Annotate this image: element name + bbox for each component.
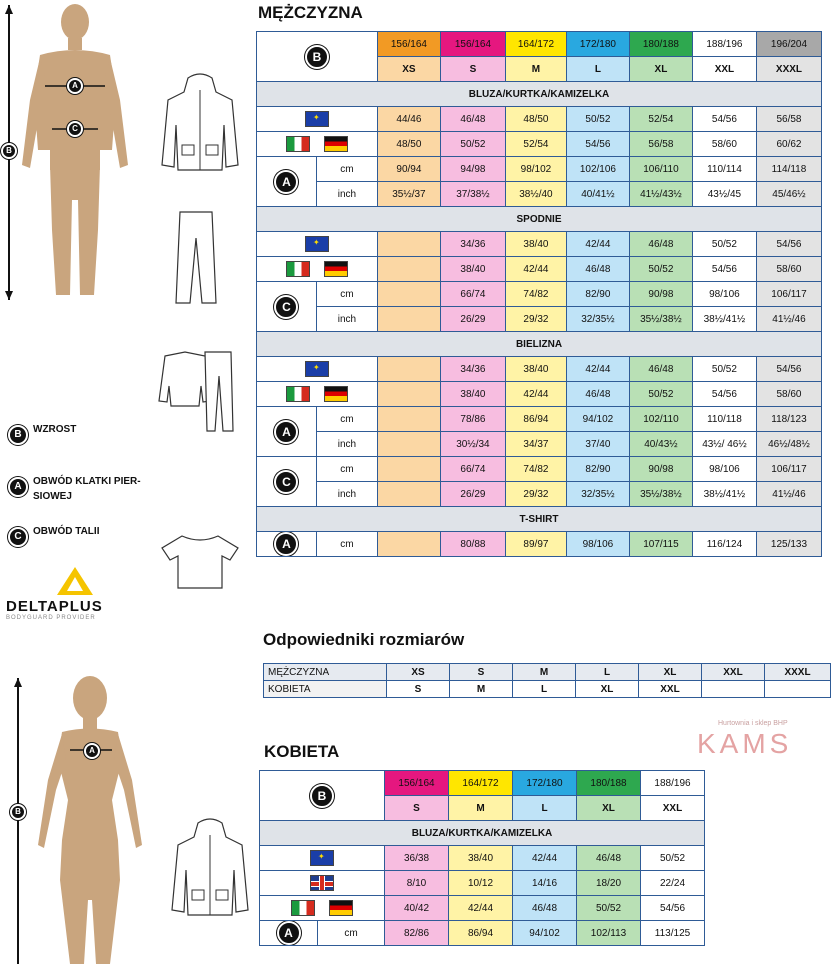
equiv-men-6: XXXL	[765, 664, 831, 681]
men-pants-cm-s: 66/74	[440, 282, 505, 307]
women-eu-s: 36/38	[385, 846, 449, 871]
men-pants-itde-label	[257, 257, 378, 282]
men-under-c-cm-xl: 90/98	[629, 457, 692, 482]
men-jacket-eu-m: 48/50	[505, 107, 566, 132]
men-jacket-inch-xxxl: 45/46½	[756, 182, 821, 207]
women-uk-label	[260, 871, 385, 896]
men-jacket-itde-l: 54/56	[566, 132, 629, 157]
men-under-c-cm-xxl: 98/106	[692, 457, 756, 482]
men-under-c-inch-l: 32/35½	[566, 482, 629, 507]
logo-text: DELTAPLUS	[6, 598, 103, 615]
women-uk-l: 14/16	[513, 871, 577, 896]
women-eu-l: 42/44	[513, 846, 577, 871]
men-under-a-inch-l: 37/40	[566, 432, 629, 457]
men-jacket-eu-xxl: 54/56	[692, 107, 756, 132]
men-under-c-cm-xxxl: 106/117	[756, 457, 821, 482]
italy-flag-icon	[286, 386, 310, 402]
italy-flag-icon	[291, 900, 315, 916]
men-tshirt-cm-m: 89/97	[505, 532, 566, 557]
men-jacket-itde-s: 50/52	[440, 132, 505, 157]
legend-c-text: OBWÓD TALII	[33, 526, 100, 537]
men-pants-itde-m: 42/44	[505, 257, 566, 282]
men-size-table	[256, 31, 822, 557]
men-tshirt-cm-l: 98/106	[566, 532, 629, 557]
men-jacket-itde-m: 52/54	[505, 132, 566, 157]
men-jacket-a-badge: A	[274, 170, 298, 194]
male-figure-c-badge: C	[67, 121, 83, 137]
men-under-a-cm-xxxl: 118/123	[756, 407, 821, 432]
men-height-s: 156/164	[440, 32, 505, 57]
equiv-title: Odpowiedniki rozmiarów	[263, 630, 465, 649]
women-itde-m: 42/44	[449, 896, 513, 921]
men-under-a-inch-m: 34/37	[505, 432, 566, 457]
men-under-eu-l: 42/44	[566, 357, 629, 382]
men-pants-eu-xxl: 50/52	[692, 232, 756, 257]
men-under-a-cm-l: 94/102	[566, 407, 629, 432]
men-code-m: M	[505, 57, 566, 82]
men-pants-itde-xl: 50/52	[629, 257, 692, 282]
men-jacket-inch-xs: 35½/37	[377, 182, 440, 207]
men-jacket-cm-xxl: 110/114	[692, 157, 756, 182]
women-cm-xl: 102/113	[577, 921, 641, 946]
eu-flag-icon	[305, 361, 329, 377]
women-height-s: 156/164	[385, 771, 449, 796]
equiv-women-5	[702, 681, 765, 698]
women-uk-m: 10/12	[449, 871, 513, 896]
men-pants-inch-xl: 35½/38½	[629, 307, 692, 332]
equiv-women-2: L	[513, 681, 576, 698]
women-code-l: L	[513, 796, 577, 821]
women-eu-m: 38/40	[449, 846, 513, 871]
men-pants-eu-l: 42/44	[566, 232, 629, 257]
men-pants-itde-xs	[377, 257, 440, 282]
men-tshirt-cm-xxxl: 125/133	[756, 532, 821, 557]
men-pants-itde-xxxl: 58/60	[756, 257, 821, 282]
women-title: KOBIETA	[264, 742, 340, 761]
men-under-itde-l: 46/48	[566, 382, 629, 407]
men-under-a-inch-s: 30½/34	[440, 432, 505, 457]
male-body-figure	[0, 0, 150, 310]
men-tshirt-section-title: T-SHIRT	[257, 507, 822, 532]
men-jacket-eu-xxxl: 56/58	[756, 107, 821, 132]
men-jacket-cm-xxxl: 114/118	[756, 157, 821, 182]
female-figure-b-badge: B	[10, 804, 26, 820]
legend-b-badge: B	[8, 425, 28, 445]
legend-b-text: WZROST	[33, 424, 77, 435]
germany-flag-icon	[324, 261, 348, 277]
men-pants-eu-xl: 46/48	[629, 232, 692, 257]
logo-tagline: BODYGUARD PROVIDER	[6, 615, 96, 621]
women-height-l: 172/180	[513, 771, 577, 796]
women-code-m: M	[449, 796, 513, 821]
underwear-icon	[155, 346, 240, 436]
men-under-a-badge: A	[274, 420, 298, 444]
italy-flag-icon	[286, 136, 310, 152]
men-height-xl: 180/188	[629, 32, 692, 57]
equiv-men-0: XS	[387, 664, 450, 681]
legend-a-badge: A	[8, 477, 28, 497]
men-jacket-inch-xxl: 43½/45	[692, 182, 756, 207]
legend-c-badge: C	[8, 527, 28, 547]
equiv-men-1: S	[450, 664, 513, 681]
men-pants-itde-s: 38/40	[440, 257, 505, 282]
eu-flag-icon	[310, 850, 334, 866]
men-jacket-cm-m: 98/102	[505, 157, 566, 182]
women-eu-xl: 46/48	[577, 846, 641, 871]
men-under-eu-xxxl: 54/56	[756, 357, 821, 382]
deltaplus-logo-icon	[55, 565, 95, 597]
men-pants-unit-cm: cm	[316, 282, 377, 307]
men-jacket-eu-label	[257, 107, 378, 132]
men-height-xxxl: 196/204	[756, 32, 821, 57]
men-under-c-inch-xxl: 38½/41½	[692, 482, 756, 507]
men-jacket-inch-xl: 41½/43½	[629, 182, 692, 207]
men-jacket-eu-s: 46/48	[440, 107, 505, 132]
men-code-l: L	[566, 57, 629, 82]
men-under-itde-label	[257, 382, 378, 407]
men-pants-inch-xxxl: 41½/46	[756, 307, 821, 332]
women-jacket-icon	[168, 815, 253, 925]
men-jacket-itde-xs: 48/50	[377, 132, 440, 157]
eu-flag-icon	[305, 236, 329, 252]
men-under-c-cm-l: 82/90	[566, 457, 629, 482]
women-unit-cm: cm	[318, 921, 385, 946]
men-under-itde-s: 38/40	[440, 382, 505, 407]
men-pants-inch-l: 32/35½	[566, 307, 629, 332]
men-under-c-cm-m: 74/82	[505, 457, 566, 482]
women-eu-xxl: 50/52	[641, 846, 705, 871]
women-a-badge: A	[277, 921, 301, 945]
men-under-itde-xxxl: 58/60	[756, 382, 821, 407]
equiv-women-1: M	[450, 681, 513, 698]
men-jacket-itde-label	[257, 132, 378, 157]
men-b-cell	[257, 32, 378, 82]
men-pants-eu-xxxl: 54/56	[756, 232, 821, 257]
men-underwear-section-title: BIELIZNA	[257, 332, 822, 357]
men-under-a-cell	[257, 407, 317, 457]
equiv-table	[263, 663, 831, 698]
men-under-itde-m: 42/44	[505, 382, 566, 407]
men-tshirt-cm-xs	[377, 532, 440, 557]
men-jacket-section-title: BLUZA/KURTKA/KAMIZELKA	[257, 82, 822, 107]
women-itde-xxl: 54/56	[641, 896, 705, 921]
uk-flag-icon	[310, 875, 334, 891]
men-under-a-inch-xl: 40/43½	[629, 432, 692, 457]
men-under-a-cm-s: 78/86	[440, 407, 505, 432]
women-jacket-section-title: BLUZA/KURTKA/KAMIZELKA	[260, 821, 705, 846]
men-under-c-cell	[257, 457, 317, 507]
women-cm-m: 86/94	[449, 921, 513, 946]
jacket-icon	[158, 70, 243, 180]
men-pants-cm-m: 74/82	[505, 282, 566, 307]
women-uk-s: 8/10	[385, 871, 449, 896]
men-b-badge: B	[305, 45, 329, 69]
men-under-a-cm-xs	[377, 407, 440, 432]
men-under-eu-s: 34/36	[440, 357, 505, 382]
men-jacket-itde-xl: 56/58	[629, 132, 692, 157]
men-under-itde-xs	[377, 382, 440, 407]
men-height-xs: 156/164	[377, 32, 440, 57]
germany-flag-icon	[324, 136, 348, 152]
men-pants-cm-xs	[377, 282, 440, 307]
equiv-men-label: MĘŻCZYZNA	[264, 664, 387, 681]
men-jacket-inch-l: 40/41½	[566, 182, 629, 207]
men-jacket-cm-s: 94/98	[440, 157, 505, 182]
legend-a-text-2: SIOWEJ	[33, 491, 72, 502]
women-cm-l: 94/102	[513, 921, 577, 946]
men-under-itde-xl: 50/52	[629, 382, 692, 407]
men-under-a-cm-xxl: 110/118	[692, 407, 756, 432]
men-pants-eu-label	[257, 232, 378, 257]
men-under-itde-xxl: 54/56	[692, 382, 756, 407]
men-tshirt-unit-cm: cm	[316, 532, 377, 557]
women-height-xxl: 188/196	[641, 771, 705, 796]
men-under-c-inch-s: 26/29	[440, 482, 505, 507]
men-under-a-cm-m: 86/94	[505, 407, 566, 432]
men-jacket-cm-l: 102/106	[566, 157, 629, 182]
men-pants-inch-xxl: 38½/41½	[692, 307, 756, 332]
men-jacket-cm-xs: 90/94	[377, 157, 440, 182]
men-under-eu-xs	[377, 357, 440, 382]
women-itde-xl: 50/52	[577, 896, 641, 921]
men-pants-cm-xl: 90/98	[629, 282, 692, 307]
men-under-eu-xl: 46/48	[629, 357, 692, 382]
men-jacket-itde-xxxl: 60/62	[756, 132, 821, 157]
men-under-eu-m: 38/40	[505, 357, 566, 382]
women-eu-label	[260, 846, 385, 871]
men-under-eu-xxl: 50/52	[692, 357, 756, 382]
men-under-c-unit-inch: inch	[316, 482, 377, 507]
men-tshirt-a-badge: A	[274, 532, 298, 556]
men-pants-eu-xs	[377, 232, 440, 257]
equiv-women-3: XL	[576, 681, 639, 698]
men-jacket-inch-m: 38½/40	[505, 182, 566, 207]
men-pants-inch-m: 29/32	[505, 307, 566, 332]
men-under-a-cm-xl: 102/110	[629, 407, 692, 432]
legend-a-text-1: OBWÓD KLATKI PIER-	[33, 476, 141, 487]
men-pants-inch-xs	[377, 307, 440, 332]
women-uk-xl: 18/20	[577, 871, 641, 896]
men-pants-section-title: SPODNIE	[257, 207, 822, 232]
men-under-c-inch-xxxl: 41½/46	[756, 482, 821, 507]
men-pants-cm-xxxl: 106/117	[756, 282, 821, 307]
italy-flag-icon	[286, 261, 310, 277]
watermark-logo-text: KAMS	[697, 728, 793, 759]
women-cm-s: 82/86	[385, 921, 449, 946]
men-pants-itde-l: 46/48	[566, 257, 629, 282]
men-code-xl: XL	[629, 57, 692, 82]
women-uk-xxl: 22/24	[641, 871, 705, 896]
women-itde-l: 46/48	[513, 896, 577, 921]
women-itde-s: 40/42	[385, 896, 449, 921]
women-code-s: S	[385, 796, 449, 821]
men-under-a-inch-xxxl: 46½/48½	[756, 432, 821, 457]
men-under-a-inch-xxl: 43½/ 46½	[692, 432, 756, 457]
women-size-table	[259, 770, 705, 946]
men-jacket-eu-l: 50/52	[566, 107, 629, 132]
women-a-cell	[260, 921, 318, 946]
equiv-women-6	[765, 681, 831, 698]
men-jacket-a-cell	[257, 157, 317, 207]
women-itde-label	[260, 896, 385, 921]
women-b-badge: B	[310, 784, 334, 808]
eu-flag-icon	[305, 111, 329, 127]
men-jacket-unit-cm: cm	[316, 157, 377, 182]
men-pants-c-cell	[257, 282, 317, 332]
men-jacket-eu-xl: 52/54	[629, 107, 692, 132]
men-under-c-inch-m: 29/32	[505, 482, 566, 507]
women-height-m: 164/172	[449, 771, 513, 796]
men-tshirt-a-cell	[257, 532, 317, 557]
men-under-a-unit-inch: inch	[316, 432, 377, 457]
men-pants-inch-s: 26/29	[440, 307, 505, 332]
men-pants-eu-s: 34/36	[440, 232, 505, 257]
men-tshirt-cm-xxl: 116/124	[692, 532, 756, 557]
men-jacket-eu-xs: 44/46	[377, 107, 440, 132]
men-pants-itde-xxl: 54/56	[692, 257, 756, 282]
men-tshirt-cm-s: 80/88	[440, 532, 505, 557]
men-code-xxxl: XXXL	[756, 57, 821, 82]
women-height-xl: 180/188	[577, 771, 641, 796]
men-tshirt-cm-xl: 107/115	[629, 532, 692, 557]
men-under-eu-label	[257, 357, 378, 382]
male-figure-b-badge: B	[1, 143, 17, 159]
women-code-xxl: XXL	[641, 796, 705, 821]
female-figure-a-badge: A	[84, 743, 100, 759]
men-under-c-badge: C	[274, 470, 298, 494]
women-code-xl: XL	[577, 796, 641, 821]
men-under-c-inch-xl: 35½/38½	[629, 482, 692, 507]
women-b-cell	[260, 771, 385, 821]
male-figure-a-badge: A	[67, 78, 83, 94]
equiv-men-5: XXL	[702, 664, 765, 681]
men-under-a-unit-cm: cm	[316, 407, 377, 432]
tshirt-icon	[160, 532, 240, 592]
men-under-c-cm-xs	[377, 457, 440, 482]
equiv-men-4: XL	[639, 664, 702, 681]
men-pants-eu-m: 38/40	[505, 232, 566, 257]
equiv-women-4: XXL	[639, 681, 702, 698]
equiv-women-0: S	[387, 681, 450, 698]
men-under-c-unit-cm: cm	[316, 457, 377, 482]
equiv-men-2: M	[513, 664, 576, 681]
men-under-a-inch-xs	[377, 432, 440, 457]
men-pants-c-badge: C	[274, 295, 298, 319]
equiv-men-3: L	[576, 664, 639, 681]
men-under-c-cm-s: 66/74	[440, 457, 505, 482]
men-code-xs: XS	[377, 57, 440, 82]
women-cm-xxl: 113/125	[641, 921, 705, 946]
men-height-m: 164/172	[505, 32, 566, 57]
men-under-c-inch-xs	[377, 482, 440, 507]
men-title: MĘŻCZYZNA	[258, 3, 363, 22]
men-height-l: 172/180	[566, 32, 629, 57]
men-jacket-cm-xl: 106/110	[629, 157, 692, 182]
men-jacket-itde-xxl: 58/60	[692, 132, 756, 157]
germany-flag-icon	[324, 386, 348, 402]
pants-icon	[172, 208, 222, 308]
men-jacket-inch-s: 37/38½	[440, 182, 505, 207]
equiv-women-label: KOBIETA	[264, 681, 387, 698]
men-height-xxl: 188/196	[692, 32, 756, 57]
men-jacket-unit-inch: inch	[316, 182, 377, 207]
men-code-xxl: XXL	[692, 57, 756, 82]
men-code-s: S	[440, 57, 505, 82]
men-pants-unit-inch: inch	[316, 307, 377, 332]
men-pants-cm-l: 82/90	[566, 282, 629, 307]
watermark-small-text: Hurtownia i sklep BHP	[718, 720, 788, 727]
germany-flag-icon	[329, 900, 353, 916]
men-pants-cm-xxl: 98/106	[692, 282, 756, 307]
